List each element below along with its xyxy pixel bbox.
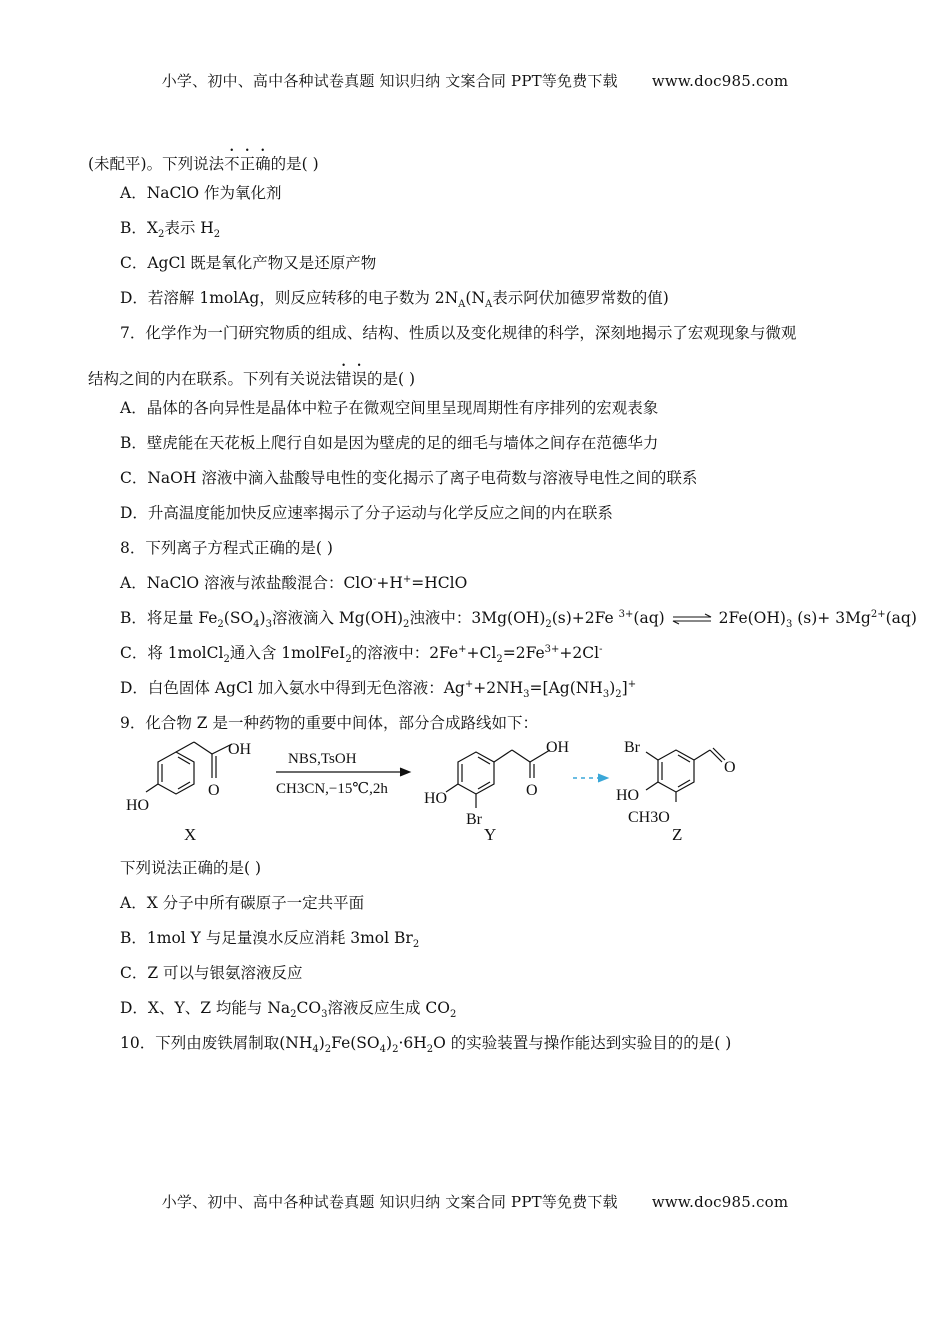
q7-option-b: B．壁虎能在天花板上爬行自如是因为壁虎的足的细毛与墙体之间存在范德华力 (120, 434, 659, 452)
molecule-y (446, 750, 550, 808)
y-ho-label: HO (424, 790, 448, 807)
label-z: Z (672, 825, 683, 844)
q7-stem-line1: 7．化学作为一门研究物质的组成、结构、性质以及变化规律的科学，深刻地揭示了宏观现象与微观 (120, 324, 797, 342)
q8-option-b: B．将足量 $Fe_2(SO_4)_3$溶液滴入 $Mg(OH)_2$浊液中：$3Mg(OH)_2(s)+2Fe$ $^{3+}$(aq) $2Fe(OH)_3$ $(s)+ 3Mg^{2+}(aq)$ (120, 608, 917, 631)
page-footer (0, 1191, 950, 1212)
z-br-label: Br (624, 740, 640, 756)
q7-stem-line2: 结构之间的内在联系。下列有关说法错误的是( ) (88, 370, 416, 388)
q8-option-c: C．将 1molCl$_2$通入含 1molFeI$_2$的溶液中：$2Fe^++Cl_2=2Fe^{3+}+2Cl^-$ (120, 643, 603, 666)
header-url[interactable]: www.doc985.com (651, 72, 789, 90)
page-header (0, 70, 950, 91)
q8-stem: 8．下列离子方程式正确的是( ) (120, 539, 333, 557)
q9-stem: 9．化合物 Z 是一种药物的重要中间体，部分合成路线如下： (120, 714, 538, 732)
q7-option-d: D．升高温度能加快反应速率揭示了分子运动与化学反应之间的内在联系 (120, 504, 613, 522)
synthesis-scheme (118, 740, 758, 850)
footer-url[interactable]: www.doc985.com (651, 1193, 789, 1211)
x-oh-label: OH (228, 741, 252, 758)
footer-text: 小学、初中、高中各种试卷真题 知识归纳 文案合同 PPT等免费下载 (161, 1193, 618, 1211)
q9-option-d: D．X、Y、Z 均能与 $Na_2CO_3$溶液反应生成 $CO_2$ (120, 999, 457, 1021)
z-ch3o-label: CH3O (628, 809, 670, 826)
q9-option-c: C．Z 可以与银氨溶液反应 (120, 964, 303, 982)
header-text: 小学、初中、高中各种试卷真题 知识归纳 文案合同 PPT等免费下载 (161, 72, 618, 90)
y-o-label: O (526, 782, 538, 799)
molecule-z (646, 748, 725, 802)
label-x: X (184, 825, 197, 844)
y-br-label: Br (466, 811, 482, 828)
x-ho-label: HO (126, 797, 150, 814)
z-ho-label: HO (616, 787, 640, 804)
q6-option-b: B．$X_2$表示 $H_2$ (120, 219, 221, 241)
z-o-label: O (724, 759, 736, 776)
q8-option-a: A．NaClO 溶液与浓盐酸混合：ClO-+H+=HClO (120, 573, 468, 592)
q7-option-a: A．晶体的各向异性是晶体中粒子在微观空间里呈现周期性有序排列的宏观表象 (120, 399, 659, 417)
q9-option-a: A．X 分子中所有碳原子一定共平面 (120, 894, 365, 912)
y-oh-label: OH (546, 740, 570, 756)
q9-option-b: B．1mol Y 与足量溴水反应消耗 3mol $Br_2$ (120, 929, 420, 951)
emphasis-text: 错误 (336, 370, 368, 388)
q6-option-d: D．若溶解 1molAg，则反应转移的电子数为 $2N_A(N_A$表示阿伏加德罗常数的值) (120, 289, 669, 311)
q7-option-c: C．NaOH 溶液中滴入盐酸导电性的变化揭示了离子电荷数与溶液导电性之间的联系 (120, 469, 698, 487)
equilibrium-arrow-icon (671, 613, 713, 625)
q6-option-a: A．NaClO 作为氧化剂 (120, 184, 282, 202)
emphasis-text: 不正确 (224, 155, 271, 173)
q6-option-c: C．AgCl 既是氧化产物又是还原产物 (120, 254, 377, 272)
q6-intro: (未配平)。下列说法不正确的是( ) (88, 155, 319, 173)
x-o-label: O (208, 782, 220, 799)
q9-question: 下列说法正确的是( ) (120, 859, 262, 877)
q8-option-d: D．白色固体 AgCl 加入氨水中得到无色溶液：$Ag^++2NH_3=[Ag(NH_3)_2]^+$ (120, 678, 637, 701)
reagent-bottom: CH3CN,−15℃,2h (276, 781, 388, 797)
q10-stem: 10．下列由废铁屑制取$(NH_4)_2Fe(SO_4)_2\cdot 6H_2O$ 的实验装置与操作能达到实验目的的是( ) (120, 1034, 732, 1056)
reagent-top: NBS,TsOH (288, 751, 357, 767)
label-y: Y (484, 825, 497, 844)
